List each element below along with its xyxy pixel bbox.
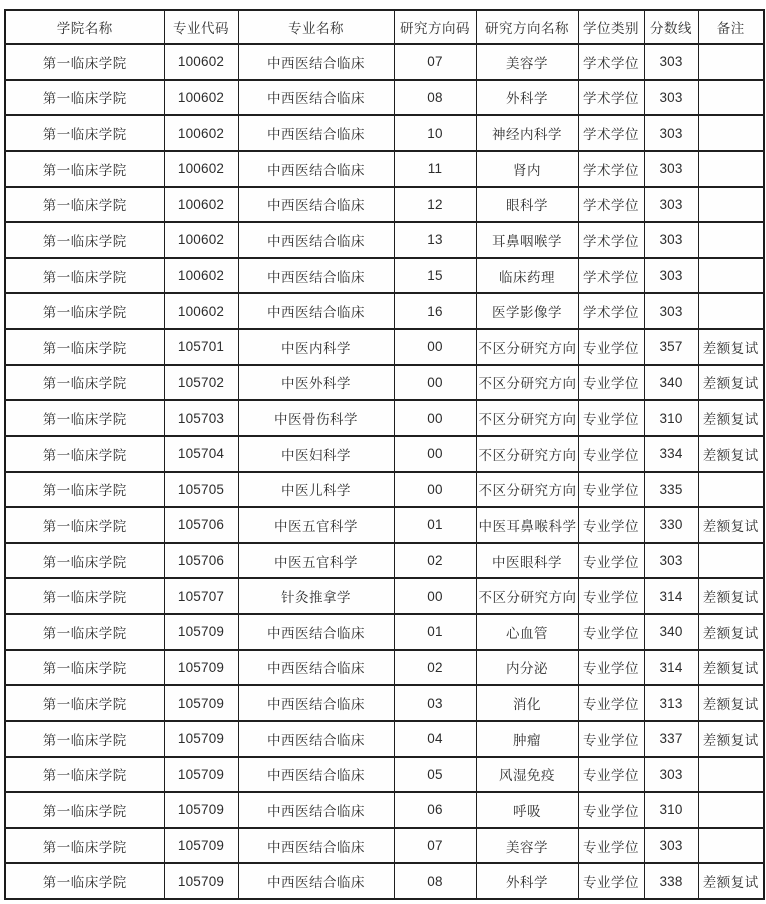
- cell-direction-name: 中医耳鼻喉科学: [476, 507, 578, 543]
- cell-score-line: 338: [644, 863, 698, 899]
- cell-major-name: 中西医结合临床: [238, 222, 394, 258]
- cell-major-code: 105706: [164, 543, 238, 579]
- cell-direction-code: 12: [394, 187, 476, 223]
- cell-major-code: 105709: [164, 828, 238, 864]
- cell-direction-code: 15: [394, 258, 476, 294]
- cell-direction-code: 04: [394, 721, 476, 757]
- cell-remark: [698, 828, 764, 864]
- column-header-direction-name: 研究方向名称: [476, 10, 578, 44]
- cell-degree-type: 专业学位: [578, 507, 644, 543]
- cell-score-line: 303: [644, 828, 698, 864]
- cell-degree-type: 学术学位: [578, 187, 644, 223]
- cell-remark: [698, 44, 764, 80]
- cell-degree-type: 专业学位: [578, 578, 644, 614]
- cell-degree-type: 专业学位: [578, 472, 644, 508]
- cell-direction-name: 内分泌: [476, 650, 578, 686]
- cell-direction-name: 中医眼科学: [476, 543, 578, 579]
- cell-score-line: 303: [644, 80, 698, 116]
- table-row: [5, 472, 764, 508]
- cell-direction-name: 肿瘤: [476, 721, 578, 757]
- cell-degree-type: 学术学位: [578, 151, 644, 187]
- cell-direction-code: 07: [394, 828, 476, 864]
- cell-score-line: 334: [644, 436, 698, 472]
- cell-direction-name: 呼吸: [476, 792, 578, 828]
- cell-remark: [698, 792, 764, 828]
- cell-score-line: 330: [644, 507, 698, 543]
- cell-college-name: 第一临床学院: [5, 44, 164, 80]
- cell-major-name: 中西医结合临床: [238, 828, 394, 864]
- cell-direction-name: 风湿免疫: [476, 757, 578, 793]
- cell-remark: 差额复试: [698, 436, 764, 472]
- cell-college-name: 第一临床学院: [5, 472, 164, 508]
- cell-major-code: 100602: [164, 151, 238, 187]
- cell-direction-name: 神经内科学: [476, 115, 578, 151]
- cell-score-line: 303: [644, 151, 698, 187]
- cell-score-line: 303: [644, 293, 698, 329]
- cell-major-code: 105709: [164, 757, 238, 793]
- cell-college-name: 第一临床学院: [5, 685, 164, 721]
- cell-degree-type: 学术学位: [578, 44, 644, 80]
- cell-major-name: 中西医结合临床: [238, 258, 394, 294]
- cell-direction-code: 07: [394, 44, 476, 80]
- cell-remark: [698, 80, 764, 116]
- table-row: [5, 222, 764, 258]
- cell-direction-code: 11: [394, 151, 476, 187]
- cell-direction-name: 外科学: [476, 863, 578, 899]
- cell-direction-code: 00: [394, 329, 476, 365]
- cell-direction-name: 眼科学: [476, 187, 578, 223]
- column-header-remark: 备注: [698, 10, 764, 44]
- table-row: [5, 721, 764, 757]
- cell-direction-name: 医学影像学: [476, 293, 578, 329]
- cell-remark: [698, 222, 764, 258]
- table-row: [5, 365, 764, 401]
- cell-score-line: 340: [644, 365, 698, 401]
- cell-major-code: 105709: [164, 863, 238, 899]
- table-row: [5, 792, 764, 828]
- cell-degree-type: 专业学位: [578, 614, 644, 650]
- table-row: [5, 578, 764, 614]
- cell-remark: [698, 757, 764, 793]
- cell-major-name: 中西医结合临床: [238, 757, 394, 793]
- cell-major-code: 105709: [164, 650, 238, 686]
- cell-direction-name: 不区分研究方向: [476, 578, 578, 614]
- table-row: [5, 187, 764, 223]
- cell-major-name: 针灸推拿学: [238, 578, 394, 614]
- cell-degree-type: 专业学位: [578, 721, 644, 757]
- cell-degree-type: 专业学位: [578, 365, 644, 401]
- cell-direction-code: 13: [394, 222, 476, 258]
- cell-major-code: 105703: [164, 400, 238, 436]
- cell-remark: [698, 258, 764, 294]
- cell-remark: 差额复试: [698, 507, 764, 543]
- table-row: [5, 650, 764, 686]
- column-header-score-line: 分数线: [644, 10, 698, 44]
- cell-major-name: 中西医结合临床: [238, 115, 394, 151]
- cell-college-name: 第一临床学院: [5, 80, 164, 116]
- cell-score-line: 313: [644, 685, 698, 721]
- cell-direction-code: 16: [394, 293, 476, 329]
- table-header-row: [5, 10, 764, 44]
- table-row: [5, 828, 764, 864]
- cell-degree-type: 学术学位: [578, 293, 644, 329]
- cell-college-name: 第一临床学院: [5, 258, 164, 294]
- cell-remark: 差额复试: [698, 863, 764, 899]
- cell-remark: [698, 115, 764, 151]
- cell-direction-name: 不区分研究方向: [476, 400, 578, 436]
- cell-direction-name: 耳鼻咽喉学: [476, 222, 578, 258]
- column-header-college-name: 学院名称: [5, 10, 164, 44]
- cell-direction-name: 消化: [476, 685, 578, 721]
- cell-major-name: 中医五官科学: [238, 543, 394, 579]
- cell-major-name: 中西医结合临床: [238, 685, 394, 721]
- cell-degree-type: 专业学位: [578, 650, 644, 686]
- cell-direction-code: 02: [394, 650, 476, 686]
- cell-direction-code: 10: [394, 115, 476, 151]
- score-table: [4, 9, 765, 900]
- cell-remark: [698, 187, 764, 223]
- cell-direction-code: 00: [394, 436, 476, 472]
- table-row: [5, 543, 764, 579]
- cell-score-line: 337: [644, 721, 698, 757]
- cell-remark: 差额复试: [698, 685, 764, 721]
- cell-score-line: 314: [644, 578, 698, 614]
- cell-major-code: 100602: [164, 115, 238, 151]
- table-row: [5, 685, 764, 721]
- cell-direction-name: 外科学: [476, 80, 578, 116]
- cell-college-name: 第一临床学院: [5, 222, 164, 258]
- cell-degree-type: 专业学位: [578, 329, 644, 365]
- cell-direction-code: 08: [394, 80, 476, 116]
- cell-remark: 差额复试: [698, 614, 764, 650]
- column-header-direction-code: 研究方向码: [394, 10, 476, 44]
- cell-major-name: 中西医结合临床: [238, 792, 394, 828]
- table-row: [5, 863, 764, 899]
- cell-degree-type: 专业学位: [578, 863, 644, 899]
- cell-degree-type: 专业学位: [578, 400, 644, 436]
- cell-degree-type: 专业学位: [578, 436, 644, 472]
- cell-college-name: 第一临床学院: [5, 329, 164, 365]
- table-row: [5, 44, 764, 80]
- cell-college-name: 第一临床学院: [5, 293, 164, 329]
- cell-remark: 差额复试: [698, 329, 764, 365]
- table-row: [5, 436, 764, 472]
- cell-degree-type: 学术学位: [578, 80, 644, 116]
- table-body: [5, 44, 764, 899]
- cell-college-name: 第一临床学院: [5, 115, 164, 151]
- cell-college-name: 第一临床学院: [5, 614, 164, 650]
- cell-major-code: 105709: [164, 721, 238, 757]
- cell-score-line: 314: [644, 650, 698, 686]
- cell-direction-code: 02: [394, 543, 476, 579]
- cell-major-code: 105709: [164, 792, 238, 828]
- cell-degree-type: 学术学位: [578, 115, 644, 151]
- cell-major-name: 中医骨伤科学: [238, 400, 394, 436]
- cell-direction-code: 00: [394, 365, 476, 401]
- cell-major-name: 中西医结合临床: [238, 863, 394, 899]
- cell-major-code: 100602: [164, 187, 238, 223]
- cell-major-name: 中西医结合临床: [238, 151, 394, 187]
- cell-remark: [698, 293, 764, 329]
- cell-major-code: 105701: [164, 329, 238, 365]
- table-row: [5, 757, 764, 793]
- cell-remark: 差额复试: [698, 721, 764, 757]
- cell-score-line: 340: [644, 614, 698, 650]
- cell-college-name: 第一临床学院: [5, 365, 164, 401]
- cell-major-name: 中西医结合临床: [238, 44, 394, 80]
- cell-college-name: 第一临床学院: [5, 828, 164, 864]
- cell-major-code: 105706: [164, 507, 238, 543]
- cell-score-line: 303: [644, 44, 698, 80]
- cell-degree-type: 学术学位: [578, 258, 644, 294]
- table-row: [5, 258, 764, 294]
- cell-direction-code: 00: [394, 400, 476, 436]
- cell-college-name: 第一临床学院: [5, 436, 164, 472]
- cell-major-code: 100602: [164, 222, 238, 258]
- cell-degree-type: 专业学位: [578, 792, 644, 828]
- cell-college-name: 第一临床学院: [5, 400, 164, 436]
- cell-direction-name: 心血管: [476, 614, 578, 650]
- cell-degree-type: 专业学位: [578, 685, 644, 721]
- cell-score-line: 303: [644, 258, 698, 294]
- cell-major-code: 105702: [164, 365, 238, 401]
- cell-major-name: 中西医结合临床: [238, 187, 394, 223]
- cell-major-code: 105704: [164, 436, 238, 472]
- table-row: [5, 614, 764, 650]
- cell-major-code: 105709: [164, 614, 238, 650]
- table-row: [5, 293, 764, 329]
- cell-degree-type: 学术学位: [578, 222, 644, 258]
- cell-score-line: 303: [644, 187, 698, 223]
- cell-score-line: 303: [644, 115, 698, 151]
- cell-major-name: 中医儿科学: [238, 472, 394, 508]
- cell-college-name: 第一临床学院: [5, 543, 164, 579]
- cell-remark: [698, 151, 764, 187]
- cell-major-name: 中西医结合临床: [238, 293, 394, 329]
- cell-direction-code: 00: [394, 472, 476, 508]
- cell-direction-code: 03: [394, 685, 476, 721]
- cell-score-line: 357: [644, 329, 698, 365]
- table-row: [5, 151, 764, 187]
- cell-college-name: 第一临床学院: [5, 863, 164, 899]
- cell-major-code: 105707: [164, 578, 238, 614]
- cell-major-code: 100602: [164, 258, 238, 294]
- cell-score-line: 310: [644, 400, 698, 436]
- cell-direction-name: 不区分研究方向: [476, 329, 578, 365]
- column-header-major-code: 专业代码: [164, 10, 238, 44]
- cell-major-name: 中西医结合临床: [238, 650, 394, 686]
- cell-direction-name: 美容学: [476, 44, 578, 80]
- table-row: [5, 507, 764, 543]
- table-row: [5, 329, 764, 365]
- cell-direction-code: 01: [394, 614, 476, 650]
- cell-major-code: 105705: [164, 472, 238, 508]
- cell-direction-name: 不区分研究方向: [476, 436, 578, 472]
- cell-major-code: 100602: [164, 293, 238, 329]
- cell-college-name: 第一临床学院: [5, 578, 164, 614]
- cell-direction-code: 00: [394, 578, 476, 614]
- cell-remark: [698, 543, 764, 579]
- column-header-degree-type: 学位类别: [578, 10, 644, 44]
- table-row: [5, 115, 764, 151]
- cell-major-name: 中医五官科学: [238, 507, 394, 543]
- cell-remark: [698, 472, 764, 508]
- table-row: [5, 400, 764, 436]
- cell-college-name: 第一临床学院: [5, 650, 164, 686]
- cell-direction-code: 05: [394, 757, 476, 793]
- cell-degree-type: 专业学位: [578, 543, 644, 579]
- cell-direction-code: 01: [394, 507, 476, 543]
- cell-major-name: 中西医结合临床: [238, 721, 394, 757]
- cell-major-name: 中医内科学: [238, 329, 394, 365]
- cell-direction-name: 不区分研究方向: [476, 365, 578, 401]
- cell-score-line: 303: [644, 757, 698, 793]
- table-row: [5, 80, 764, 116]
- cell-direction-name: 美容学: [476, 828, 578, 864]
- cell-direction-code: 06: [394, 792, 476, 828]
- cell-major-name: 中西医结合临床: [238, 614, 394, 650]
- cell-remark: 差额复试: [698, 365, 764, 401]
- cell-score-line: 310: [644, 792, 698, 828]
- cell-remark: 差额复试: [698, 650, 764, 686]
- cell-college-name: 第一临床学院: [5, 187, 164, 223]
- cell-college-name: 第一临床学院: [5, 721, 164, 757]
- cell-major-name: 中西医结合临床: [238, 80, 394, 116]
- cell-major-code: 105709: [164, 685, 238, 721]
- cell-direction-code: 08: [394, 863, 476, 899]
- cell-college-name: 第一临床学院: [5, 151, 164, 187]
- cell-score-line: 335: [644, 472, 698, 508]
- cell-score-line: 303: [644, 543, 698, 579]
- cell-college-name: 第一临床学院: [5, 792, 164, 828]
- cell-remark: 差额复试: [698, 578, 764, 614]
- column-header-major-name: 专业名称: [238, 10, 394, 44]
- cell-direction-name: 不区分研究方向: [476, 472, 578, 508]
- cell-remark: 差额复试: [698, 400, 764, 436]
- cell-direction-name: 肾内: [476, 151, 578, 187]
- cell-major-code: 100602: [164, 44, 238, 80]
- cell-major-name: 中医妇科学: [238, 436, 394, 472]
- cell-major-code: 100602: [164, 80, 238, 116]
- cell-college-name: 第一临床学院: [5, 507, 164, 543]
- cell-degree-type: 专业学位: [578, 757, 644, 793]
- cell-college-name: 第一临床学院: [5, 757, 164, 793]
- cell-major-name: 中医外科学: [238, 365, 394, 401]
- cell-score-line: 303: [644, 222, 698, 258]
- cell-degree-type: 专业学位: [578, 828, 644, 864]
- cell-direction-name: 临床药理: [476, 258, 578, 294]
